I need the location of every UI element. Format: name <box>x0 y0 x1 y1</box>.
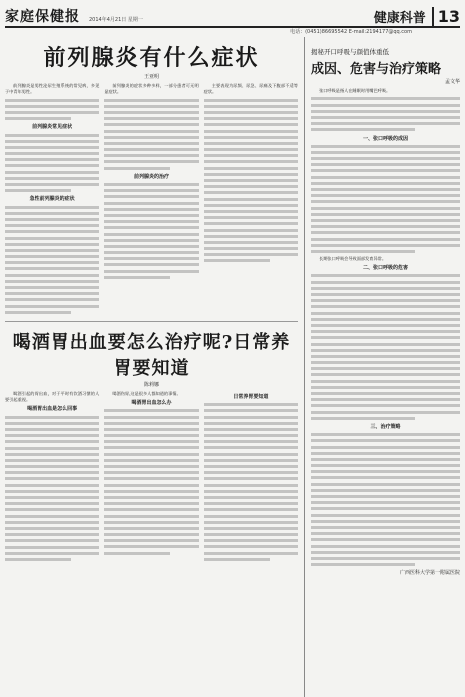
article3-subhead: 三、治疗策略 <box>370 423 401 430</box>
masthead <box>5 4 460 28</box>
section-title-left: 家庭保健报 <box>5 9 80 25</box>
contact-line <box>5 28 460 37</box>
article2-body <box>5 391 298 564</box>
article3-footer: 广西医科大学第一附属医院 <box>399 570 460 577</box>
article3-body <box>311 88 460 576</box>
article2-subhead: 日常养胃要知道 <box>233 393 269 400</box>
issue-date: 2014年4月21日 星期一 <box>89 17 143 23</box>
article2-subhead: 喝酒胃出血是怎么回事 <box>27 406 78 413</box>
article1-subhead: 前列腺炎的治疗 <box>133 173 169 180</box>
article1-paragraph: 主要表现为尿频、尿急、尿痛及下腹部不适等症状。 <box>203 83 298 95</box>
article3-paragraph: 张口呼吸是指人在睡眠时用嘴巴呼吸。 <box>319 88 391 93</box>
article1-body <box>5 83 298 317</box>
article1-paragraph: 前列腺炎的症状多种多样，一部分患者可无明显症状。 <box>104 83 199 95</box>
article2-title: 喝酒胃出血要怎么治疗呢?日常养胃要知道 <box>12 331 291 379</box>
article3-kicker: 揭秘开口呼吸与颜值体重低 <box>311 48 389 56</box>
article2-paragraph: 喝酒伤胃,这是很多人都知道的事情。 <box>112 390 181 396</box>
article1-paragraph: 前列腺炎是男性泌尿生殖系统的常见病，多见于中青年男性。 <box>5 83 100 95</box>
article1-subhead: 急性前列腺炎的症状 <box>29 196 75 203</box>
left-column <box>5 37 305 697</box>
article1-title: 前列腺炎有什么症状 <box>43 45 260 71</box>
article1-byline: 王亚明 <box>143 74 159 80</box>
article2-subhead: 喝酒胃出血怎么办 <box>131 400 172 407</box>
contact-info: 电话：(0451)86695542 E-mail:2194177@qq.com <box>290 29 412 35</box>
article1-subhead: 前列腺炎常见症状 <box>32 124 73 131</box>
article-divider <box>5 321 298 322</box>
right-column <box>305 37 460 697</box>
article3-byline: 孟文华 <box>444 79 460 85</box>
article3-subhead: 二、张口呼吸的危害 <box>362 265 408 272</box>
article3-paragraph: 长期张口呼吸会导致面部发育异常。 <box>319 256 387 262</box>
article2-paragraph: 喝酒引起的胃出血，对于平时有饮酒习惯的人要引起重视。 <box>5 390 100 403</box>
article2-byline: 陈莉娜 <box>143 381 159 388</box>
article3-subhead: 一、张口呼吸的成因 <box>362 135 408 142</box>
section-title-right: 健康科普 <box>373 11 426 26</box>
article3-title: 成因、危害与治疗策略 <box>311 62 442 77</box>
page-number: 13 <box>432 7 460 26</box>
